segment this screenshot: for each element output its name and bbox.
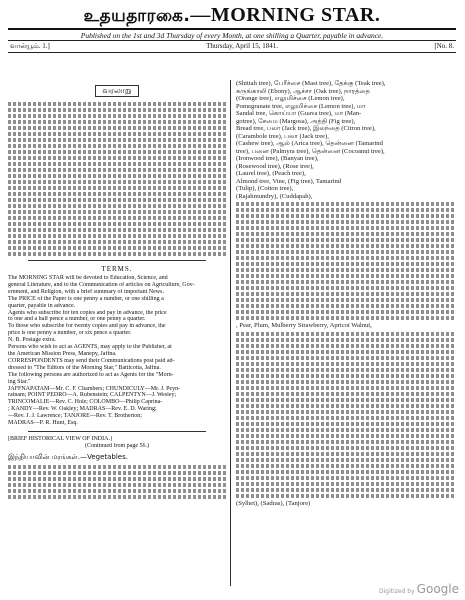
terms-line: ratnam; POINT PEDRO—A. Rubenstein; CALPENTYN—J. Wesley;	[8, 392, 177, 399]
section-rule	[28, 260, 206, 261]
history-heading: வரலாறு	[95, 85, 138, 97]
terms-line: the American Mission Press, Manepy, Jaffna.	[8, 350, 117, 357]
masthead	[8, 4, 456, 28]
google-watermark	[379, 582, 459, 596]
column-divider	[230, 80, 231, 586]
text-line: , Pear, Plum, Mulberry Strawberry, Apricot Walnut,	[236, 322, 372, 329]
tamil-text-block-1	[8, 102, 226, 256]
text-line: (Rosewood tree), (Rose tree),	[236, 162, 314, 170]
terms-line: N. B. Postage extra.	[8, 337, 56, 344]
terms-line: ; KANDY—Rev. W. Oakley; MADRAS—Rev. E. D. Waring;	[8, 406, 157, 413]
terms-title: TERMS.	[101, 265, 133, 273]
issue-number: [No. 8.	[434, 42, 454, 50]
brief-title: [BRIEF HISTORICAL VIEW OF INDIA.]	[8, 435, 112, 442]
terms-line: —Rev. J. J. Lawrence; TANJORE—Rev. T. Brotherton;	[8, 413, 142, 420]
newspaper-page	[8, 4, 456, 596]
terms-line: JAFFNAPATAM—Mr. C. F. Chambers; CHUNDICULY—Mr. J. Peyn-	[8, 385, 181, 392]
tamil-text-block-2	[8, 465, 226, 499]
issue-date: Thursday, April 15, 1841.	[206, 42, 279, 50]
english-title: —MORNING STAR.	[190, 4, 381, 26]
text-line: Sandal tree, கொய்யா (Guava tree), மா (Man-	[236, 110, 362, 117]
tamil-text-block-3	[236, 202, 456, 320]
text-line: gotree), சேமை (Margosa), அத்தி (Fig tree),	[236, 117, 356, 125]
terms-line: Agents who subscribe for ten copies and pay in advance, the price	[8, 309, 167, 316]
terms-line: MADRAS—P. R. Hunt, Esq.	[8, 420, 78, 427]
continued-note: (Continued from page 56.)	[85, 442, 149, 449]
text-line: (Orange tree), எலுமிச்சை (Lemon tree),	[236, 95, 345, 102]
subtitle: Published on the 1st and 3d Thursday of every Month, at one shilling a Quarter, payable in advance.	[80, 31, 384, 40]
terms-line: ing Star."	[8, 378, 31, 385]
terms-line: ernment, and Religion, with a brief summary of important News.	[8, 288, 164, 295]
text-line: (Carambole tree), பலா (Jack tree),	[236, 132, 329, 140]
terms-line: to one and a half pence a number, or one penny a quarter.	[8, 316, 146, 323]
terms-line: quarter, payable in advance.	[8, 302, 76, 309]
terms-line: general Literature, and to the Communication of articles on Agriculture, Gov-	[8, 281, 195, 288]
terms-line: The MORNING STAR will be devoted to Education, Science, and	[8, 275, 168, 281]
terms-line: The PRICE of the Paper is one penny a number, or one shilling a	[8, 295, 164, 302]
volume: வால்யூம். 1.]	[10, 42, 50, 50]
masthead-rule	[8, 28, 456, 30]
text-line: (Sylhet), (Sadras), (Tanjore)	[236, 499, 311, 507]
text-line: tree), பனை (Palmyra tree), தென்னை (Cocoanut tree),	[236, 147, 385, 155]
text-line: (Shittah tree), பேரீச்சை (Mast tree), தேக்கு (Teak tree),	[236, 80, 386, 87]
text-line: (Tulip), (Cotton tree),	[236, 185, 294, 192]
text-line: (Cashew tree), ஆல் (Arica tree), தென்னை (Tamarind	[236, 140, 383, 147]
section-rule-2	[28, 431, 206, 432]
left-column	[8, 80, 226, 586]
dateline	[8, 41, 456, 52]
terms-line: dressed to "The Editors of the Morning Star," Batticotta, Jaffna.	[8, 364, 161, 371]
tamil-title: உதயதாரகை.	[83, 6, 191, 26]
text-line: (Laurel tree), (Peach tree),	[236, 170, 306, 177]
terms-line: TRINCOMALIE—Rev. C. Hole; COLOMBO—Philip Caprina-	[8, 399, 163, 406]
text-line: (Ironwood tree), (Banyan tree),	[236, 155, 319, 162]
text-line: Bread tree, பலா (Jack tree), இலந்தை (Citron tree),	[236, 125, 376, 132]
terms-line: CORRESPONDENTS may send their Communications post paid ad-	[8, 357, 175, 364]
terms-line: price is one penny a number, or six pence a quarter.	[8, 330, 132, 337]
text-line: (Rajahmundry), (Cuddapah),	[236, 192, 313, 200]
dateline-rule	[8, 52, 456, 53]
terms-line: Persons who wish to act as AGENTS, may apply to the Publisher, at	[8, 344, 172, 351]
google-logo: Google	[416, 582, 459, 596]
terms-block	[8, 275, 226, 427]
vegetables-heading: இந்தியாவின் மரங்கள்.—Vegetables.	[8, 452, 128, 461]
text-line: Pomegranate tree, எலுமிச்சை (Lemon tree), மா	[236, 102, 366, 110]
text-line: Almond tree, Vine, (Fig tree), Tamarind	[236, 177, 342, 185]
text-line: கருங்காலி (Ebony), ஆச்சா (Oak tree), நாரத்தை	[236, 87, 370, 95]
digitized-by-label: Digitized by	[378, 588, 415, 595]
terms-line: To those who subscribe for twenty copies and pay in advance, the	[8, 323, 166, 330]
columns	[8, 80, 456, 586]
tamil-text-block-4	[236, 332, 456, 498]
terms-line: The following persons are authorized to act as Agents for the "Morn-	[8, 371, 174, 378]
right-column	[236, 80, 456, 586]
